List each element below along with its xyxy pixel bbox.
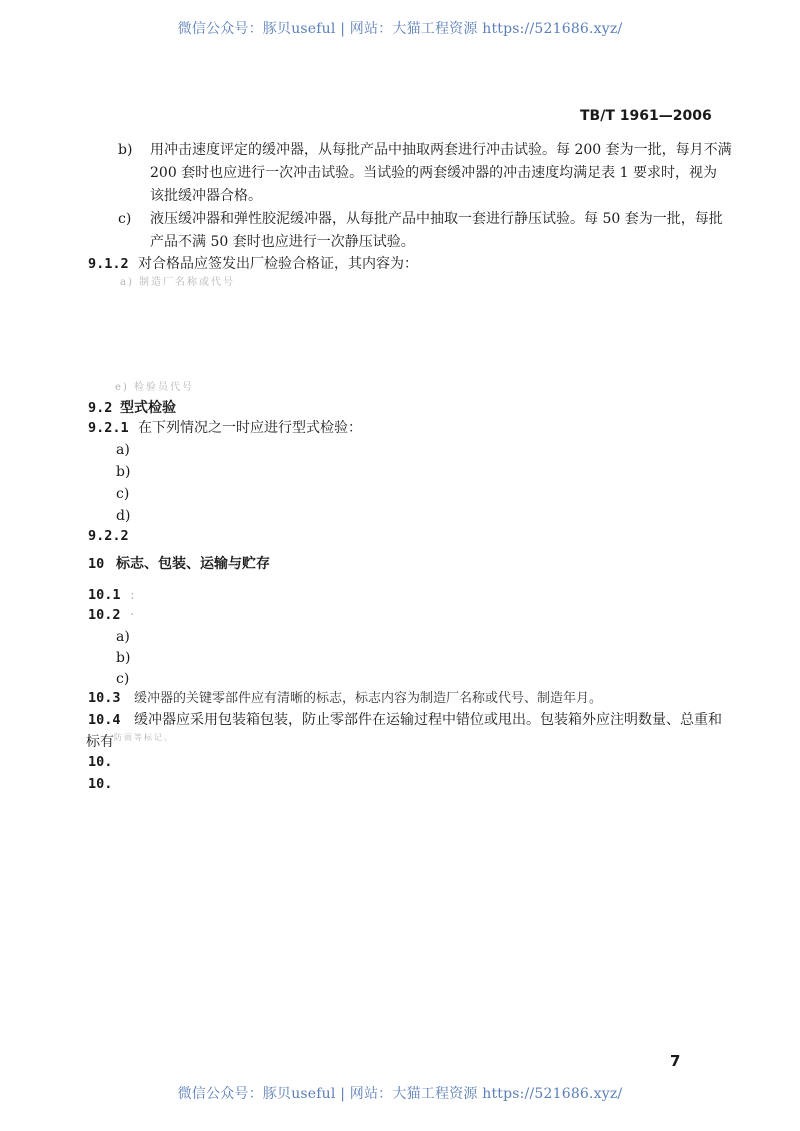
clause-number: 10.1 [88, 587, 121, 603]
clause-10-3 [88, 688, 602, 709]
clause-10-5 [88, 752, 112, 772]
list-item: c) [116, 486, 130, 502]
clause-text: 缓冲器的关键零部件应有清晰的标志，标志内容为制造厂名称或代号、制造年月。 [134, 691, 603, 706]
section-title: 标志、包装、运输与贮存 [116, 556, 270, 572]
list-item: a) [116, 442, 130, 458]
faded-mark: : [130, 587, 135, 603]
clause-10-4-line2 [86, 732, 174, 754]
item-c-line1 [118, 209, 723, 229]
clause-text: 在下列情况之一时应进行型式检验： [138, 420, 362, 436]
list-item: b) [116, 464, 131, 480]
section-title: 型式检验 [120, 400, 176, 416]
item-text: 用冲击速度评定的缓冲器，从每批产品中抽取两套进行冲击试验。每 200 套为一批，每月不满 [150, 142, 732, 158]
page-number: 7 [670, 1052, 681, 1070]
clause-number: 9.2.2 [88, 528, 129, 544]
faded-mark: · [130, 607, 135, 623]
clause-text-visible: 标有 [86, 734, 114, 750]
item-b-line2: 200 套时也应进行一次冲击试验。当试验的两套缓冲器的冲击速度均满足表 1 要求时，视为 [150, 165, 717, 181]
item-text: 液压缓冲器和弹性胶泥缓冲器，从每批产品中抽取一套进行静压试验。每 50 套为一批，每批 [150, 211, 723, 227]
standard-code: TB/T 1961—2006 [580, 108, 712, 124]
section-9-2-heading [88, 398, 176, 418]
faded-item-last: e) 检验员代号 [115, 382, 194, 393]
clause-number: 10.2 [88, 607, 121, 623]
section-10-heading [88, 554, 270, 574]
item-c-line2: 产品不满 50 套时也应进行一次静压试验。 [150, 234, 415, 250]
clause-9-2-1 [88, 418, 362, 436]
clause-text: 缓冲器应采用包装箱包装，防止零部件在运输过程中错位或甩出。包装箱外应注明数量、总重和 [134, 712, 722, 728]
list-item: c) [116, 671, 130, 687]
clause-number: 10.3 [88, 690, 121, 706]
clause-number: 9.1.2 [88, 256, 129, 272]
clause-number: 10. [88, 754, 113, 770]
faded-item-a: a) 制造厂名称或代号 [120, 277, 236, 288]
clause-10-4-line1 [88, 710, 722, 730]
list-item: a) [116, 629, 130, 645]
clause-number: 10. [88, 776, 113, 792]
item-label: b) [118, 142, 133, 158]
section-number: 9.2 [88, 400, 113, 416]
clause-10-6 [88, 774, 112, 794]
clause-10-2 [88, 605, 134, 625]
clause-10-1 [88, 585, 135, 605]
watermark-top: 微信公众号：豚贝useful | 网站：大猫工程资源 https://521686.xyz/ [177, 21, 623, 37]
clause-9-1-2 [88, 254, 418, 274]
list-item: d) [116, 508, 131, 524]
clause-9-2-2 [88, 526, 129, 546]
clause-number: 10.4 [88, 712, 121, 728]
clause-number: 9.2.1 [88, 420, 129, 436]
item-b-line1 [118, 140, 732, 160]
section-number: 10 [88, 556, 105, 572]
clause-text: 对合格品应签发出厂检验合格证，其内容为： [138, 256, 418, 272]
list-item: b) [116, 650, 131, 666]
clause-text-faded: 防雨等标记。 [114, 733, 174, 742]
watermark-bottom: 微信公众号：豚贝useful | 网站：大猫工程资源 https://521686.xyz/ [177, 1086, 623, 1102]
item-label: c) [118, 211, 132, 227]
item-b-line3: 该批缓冲器合格。 [150, 188, 262, 204]
